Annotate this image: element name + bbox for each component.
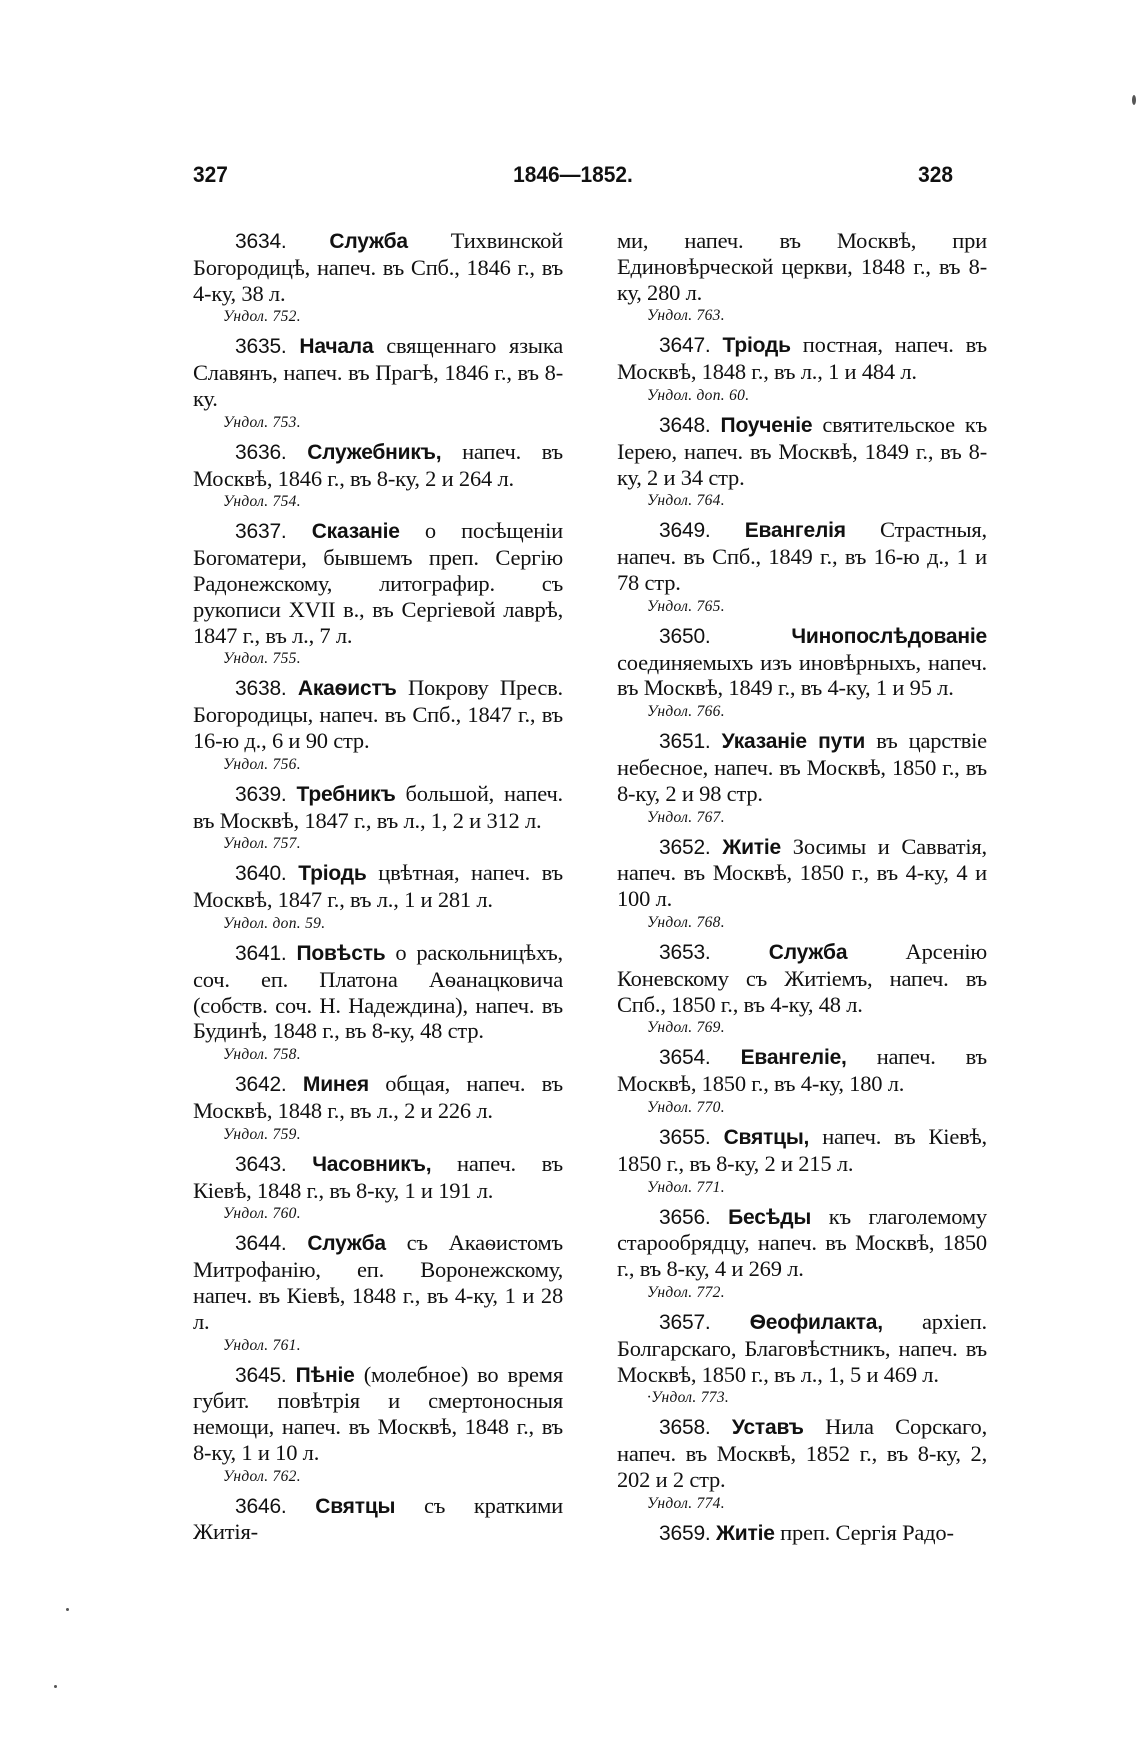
catalog-entry xyxy=(617,1414,987,1513)
entry-title: Требникъ xyxy=(296,782,396,806)
entry-title: Евангеліе, xyxy=(740,1046,847,1070)
entry-number: 3656. xyxy=(659,1205,711,1229)
entry-text: Зосимы и Савватія, напеч. въ Москвѣ, 1850 г., въ 4-ку, 4 и 100 л. xyxy=(617,833,987,912)
entry-title: Святцы xyxy=(315,1494,396,1518)
catalog-entry xyxy=(193,781,563,855)
entry-text: къ глаголемому старообрядцу, напеч. въ Москвѣ, 1850 г., въ 8-ку, 4 и 269 л. xyxy=(617,1203,987,1282)
entry-text: постная, напеч. въ Москвѣ, 1848 г., въ л., 1 и 484 л. xyxy=(617,332,987,385)
entry-text: Покрову Пресв. Богородицы, напеч. въ Спб., 1847 г., въ 16-ю д., 6 и 90 стр. xyxy=(193,675,563,753)
entry-reference: Ундол. 752. xyxy=(223,308,301,326)
catalog-entry xyxy=(617,1309,987,1408)
catalog-entry xyxy=(617,517,987,616)
entry-title: Сказаніе xyxy=(311,520,400,544)
catalog-entry xyxy=(193,1362,563,1487)
entry-number: 3636. xyxy=(235,440,287,464)
entry-number: 3643. xyxy=(235,1152,287,1176)
catalog-entry xyxy=(617,332,987,406)
entry-reference: Ундол. 760. xyxy=(223,1205,301,1223)
entry-reference: ·Ундол. 773. xyxy=(647,1389,730,1407)
entry-title: Служба xyxy=(329,230,408,253)
entry-text: Арсенію Коневскому съ Житіемъ, напеч. въ Спб., 1850 г., въ 4-ку, 48 л. xyxy=(617,938,987,1017)
entry-reference: Ундол. 762. xyxy=(223,1467,301,1485)
entry-number: 3648. xyxy=(659,413,711,437)
entry-number: 3641. xyxy=(235,941,287,965)
entry-title: Начала xyxy=(299,335,374,359)
catalog-entry xyxy=(193,940,563,1065)
entry-number: 3639. xyxy=(235,782,287,806)
catalog-entry xyxy=(617,1204,987,1303)
entry-title: Повѣсть xyxy=(296,941,386,965)
entry-number: 3645. xyxy=(235,1363,287,1387)
entry-number: 3652. xyxy=(659,835,711,859)
entry-text: общая, напеч. въ Москвѣ, 1848 г., въ л., 2 и 226 л. xyxy=(193,1071,563,1123)
page-number-left: 327 xyxy=(193,162,228,187)
entry-title: Евангелія xyxy=(744,519,846,543)
entry-title: Чинопослѣдованіе xyxy=(791,624,987,648)
entry-number: 3637. xyxy=(235,520,287,544)
scan-speck xyxy=(66,1608,69,1611)
entry-reference: Ундол. 755. xyxy=(223,650,301,668)
entry-text: преп. Сергія Радо- xyxy=(780,1519,954,1545)
entry-text: Страстныя, напеч. въ Спб., 1849 г., въ 16-ю д., 1 и 78 стр. xyxy=(617,517,987,595)
entry-text: о посѣщеніи Богоматери, бывшемъ преп. Сергію Радонежскому, литографир. съ рукописи XVII в., въ Сергіевой лаврѣ, 1847 г., въ л., 7 л. xyxy=(193,518,563,648)
entry-title: Житіе xyxy=(716,1521,775,1545)
entry-reference: Ундол. 768. xyxy=(647,913,725,931)
page-number-right: 328 xyxy=(918,162,953,187)
entry-text: большой, напеч. въ Москвѣ, 1847 г., въ л., 1, 2 и 312 л. xyxy=(193,780,563,833)
entry-number: 3657. xyxy=(659,1310,711,1334)
entry-title: Уставъ xyxy=(731,1416,804,1440)
catalog-entry xyxy=(617,1124,987,1198)
entry-text: въ царствіе небесное, напеч. въ Москвѣ, 1850 г., въ 8-ку, 2 и 98 стр. xyxy=(617,728,987,806)
catalog-entry xyxy=(193,860,563,934)
entry-text: Нила Сорскаго, напеч. въ Москвѣ, 1852 г., въ 8-ку, 2, 202 и 2 стр. xyxy=(617,1414,987,1492)
entry-reference: Ундол. 754. xyxy=(223,493,301,511)
scan-speck xyxy=(54,1685,57,1688)
entry-title: Указаніе пути xyxy=(721,730,866,754)
catalog-entry xyxy=(193,439,563,513)
entry-title: Часовникъ, xyxy=(312,1152,432,1176)
entry-number: 3644. xyxy=(235,1232,287,1256)
entry-text: соединяемыхъ изъ иновѣрныхъ, напеч. въ Москвѣ, 1849 г., въ 4-ку, 1 и 95 л. xyxy=(617,649,987,701)
left-column xyxy=(193,228,563,1551)
entry-title: Минея xyxy=(302,1073,369,1097)
entry-number: 3654. xyxy=(659,1046,711,1070)
entry-text: святительское къ Іерею, напеч. въ Москвѣ, 1849 г., въ 8-ку, 2 и 34 стр. xyxy=(617,411,987,490)
entry-text: священнаго языка Славянъ, напеч. въ Прагѣ, 1846 г., въ 8-ку. xyxy=(193,333,563,411)
catalog-entry xyxy=(193,1493,563,1546)
entry-title: Житіе xyxy=(722,835,782,859)
catalog-entry xyxy=(617,1044,987,1118)
entry-reference: Ундол. 759. xyxy=(223,1125,301,1143)
entry-text: о раскольницѣхъ, соч. еп. Платона Аѳанацковича (собств. соч. Н. Надеждина), напеч. въ Будинѣ, 1848 г., въ 8-ку, 48 стр. xyxy=(193,939,563,1044)
entry-number: 3634. xyxy=(235,230,287,253)
entry-text: цвѣтная, напеч. въ Москвѣ, 1847 г., въ л., 1 и 281 л. xyxy=(193,860,563,913)
entry-title: Служебникъ, xyxy=(307,440,442,464)
entry-title: Служба xyxy=(768,940,848,964)
catalog-entry xyxy=(617,1520,987,1547)
entry-text: напеч. въ Москвѣ, 1850 г., въ 4-ку, 180 л. xyxy=(617,1044,987,1097)
entry-reference: Ундол. 764. xyxy=(647,492,725,510)
entry-reference: Ундол. 761. xyxy=(223,1336,301,1354)
right-column xyxy=(617,228,987,1552)
entry-title: Тріодь xyxy=(298,862,367,886)
entry-text: напеч. въ Кіевѣ, 1850 г., въ 8-ку, 2 и 215 л. xyxy=(617,1123,987,1176)
catalog-entry xyxy=(193,333,563,432)
entry-reference: Ундол. 769. xyxy=(647,1019,725,1037)
entry-reference: Ундол. 771. xyxy=(647,1178,725,1196)
entry-title: Святцы, xyxy=(723,1125,810,1149)
scan-speck xyxy=(1132,95,1136,105)
entry-reference: Ундол. 756. xyxy=(223,755,301,773)
entry-reference: Ундол. 772. xyxy=(647,1283,725,1301)
entry-reference: Ундол. доп. 60. xyxy=(647,386,750,404)
entry-text: напеч. въ Кіевѣ, 1848 г., въ 8-ку, 1 и 191 л. xyxy=(193,1150,563,1203)
entry-title: Тріодь xyxy=(722,334,791,358)
entry-title: Ѳеофилакта, xyxy=(749,1310,883,1334)
entry-text: съ Акаѳистомъ Митрофанію, еп. Воронежскому, напеч. въ Кіевѣ, 1848 г., въ 4-ку, 1 и 28 л. xyxy=(193,1230,563,1334)
catalog-entry xyxy=(193,675,563,774)
entry-title: Служба xyxy=(307,1232,386,1256)
entry-reference: Ундол. 763. xyxy=(647,307,725,325)
entry-text: (молебное) во время губит. повѣтрія и смертоносныя немощи, напеч. въ Москвѣ, 1848 г., въ 8-ку, 1 и 10 л. xyxy=(193,1361,563,1465)
catalog-entry xyxy=(617,939,987,1038)
entry-reference: Ундол. 774. xyxy=(647,1494,725,1512)
entry-reference: Ундол. 765. xyxy=(647,597,725,615)
entry-number: 3650. xyxy=(659,624,711,648)
entry-title: Пѣніе xyxy=(295,1363,355,1387)
year-range: 1846—1852. xyxy=(513,162,633,187)
entry-number: 3640. xyxy=(235,862,287,886)
entry-number: 3642. xyxy=(235,1073,287,1097)
entry-title: Бесѣды xyxy=(728,1205,812,1229)
entry-number: 3647. xyxy=(659,334,711,358)
entry-reference: Ундол. 766. xyxy=(647,703,725,721)
entry-reference: Ундол. 753. xyxy=(223,413,301,431)
catalog-entry xyxy=(193,1151,563,1225)
catalog-entry xyxy=(617,834,987,933)
entry-title: Поученіе xyxy=(720,413,813,437)
catalog-entry xyxy=(617,412,987,511)
entry-number: 3653. xyxy=(659,940,711,964)
catalog-entry xyxy=(193,228,563,327)
catalog-entry xyxy=(617,623,987,722)
page-header xyxy=(193,162,953,188)
entry-reference: Ундол. доп. 59. xyxy=(223,914,326,932)
entry-number: 3638. xyxy=(235,677,287,701)
entry-text: съ краткими Житія- xyxy=(193,1492,563,1545)
entry-text: напеч. въ Москвѣ, 1846 г., въ 8-ку, 2 и 264 л. xyxy=(193,438,563,491)
entry-number: 3635. xyxy=(235,335,287,359)
entry-number: 3655. xyxy=(659,1125,711,1149)
entry-number: 3651. xyxy=(659,730,711,754)
entry-reference: Ундол. 757. xyxy=(223,835,301,853)
entry-reference: Ундол. 758. xyxy=(223,1046,301,1064)
entry-text: архіеп. Болгарскаго, Благовѣстникъ, напеч. въ Москвѣ, 1850 г., въ л., 1, 5 и 469 л. xyxy=(617,1308,987,1387)
entry-text: ми, напеч. въ Москвѣ, при Единовѣрческой церкви, 1848 г., въ 8-ку, 280 л. xyxy=(617,228,987,305)
entry-number: 3659. xyxy=(659,1521,711,1545)
catalog-entry xyxy=(617,728,987,827)
entry-reference: Ундол. 770. xyxy=(647,1098,725,1116)
catalog-entry-continuation xyxy=(617,228,987,326)
entry-number: 3646. xyxy=(235,1494,287,1518)
entry-title: Акаѳистъ xyxy=(297,677,397,701)
entry-reference: Ундол. 767. xyxy=(647,808,725,826)
catalog-entry xyxy=(193,1071,563,1145)
entry-number: 3658. xyxy=(659,1416,711,1440)
entry-text: Тихвинской Богородицѣ, напеч. въ Спб., 1846 г., въ 4-ку, 38 л. xyxy=(193,228,563,306)
catalog-entry xyxy=(193,518,563,669)
catalog-entry xyxy=(193,1230,563,1355)
entry-number: 3649. xyxy=(659,519,711,543)
